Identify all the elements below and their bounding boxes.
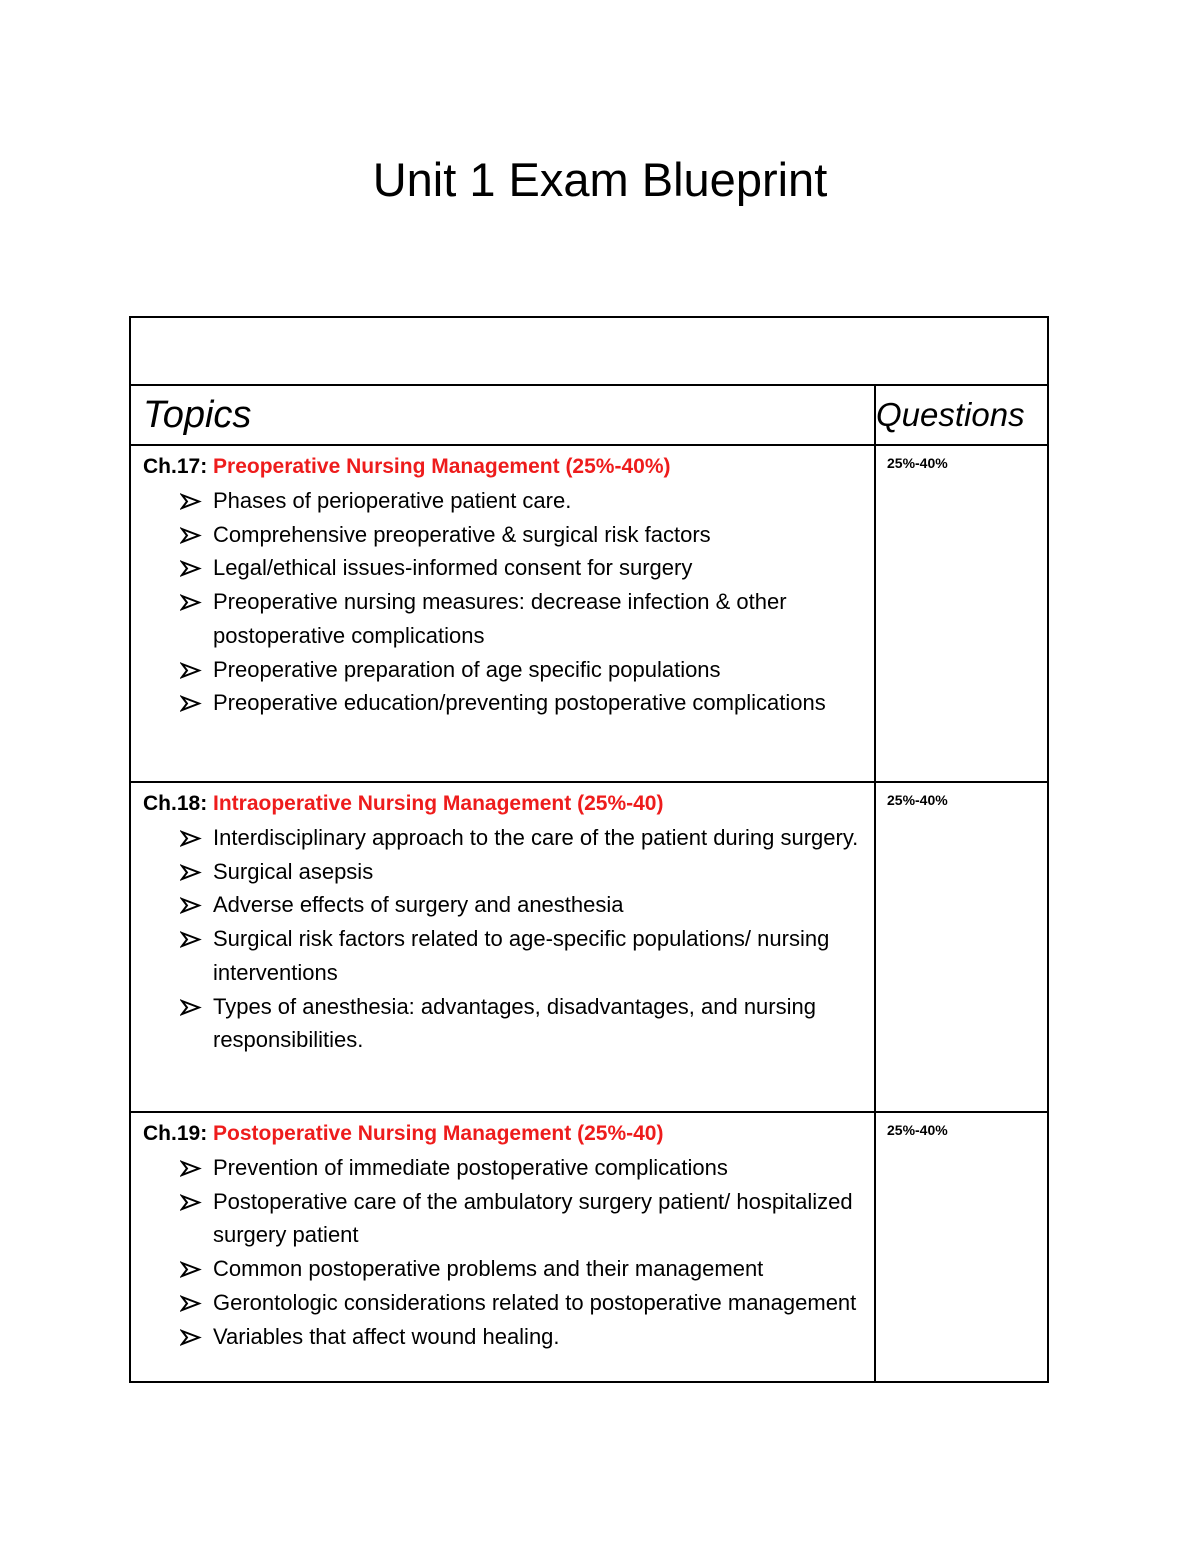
list-item [180,484,864,518]
topic-cell [130,782,875,1112]
arrowhead-bullet-icon [180,585,202,618]
list-item-text: Comprehensive preoperative & surgical risk factors [213,521,711,547]
list-item [180,585,864,652]
list-item-text: Variables that affect wound healing. [213,1323,560,1349]
list-item-text: Interdisciplinary approach to the care of the patient during surgery. [213,825,859,850]
arrowhead-bullet-icon [180,855,202,888]
list-item [180,1252,864,1286]
page-title: Unit 1 Exam Blueprint [372,153,828,206]
arrowhead-bullet-icon [180,518,202,551]
blank-cell [130,317,1048,385]
arrowhead-bullet-icon [180,1252,202,1285]
questions-cell: 25%-40% [875,782,1048,1112]
list-item-text: Preoperative education/preventing postoperative complications [213,690,826,716]
blank-row [130,317,1048,385]
list-item-text: Preoperative nursing measures: decrease infection & other postoperative complications [213,589,787,648]
list-item-text: Gerontologic considerations related to postoperative management [213,1289,857,1315]
list-item [180,1185,864,1252]
arrowhead-bullet-icon [180,1286,202,1319]
arrowhead-bullet-icon [180,653,202,686]
chapter-heading [143,1119,864,1149]
list-item [180,518,864,552]
list-item [180,888,864,922]
arrowhead-bullet-icon [180,551,202,584]
chapter-title: Preoperative Nursing Management (25%-40%) [213,455,671,478]
chapter-number: Ch.17 [143,455,201,478]
list-item-text: Adverse effects of surgery and anesthesia [213,892,624,918]
table-row [130,782,1048,1112]
list-item [180,551,864,585]
list-item-text: Postoperative care of the ambulatory surgery patient/ hospitalized surgery patient [213,1188,853,1248]
list-item [180,855,864,889]
questions-header: Questions [875,385,1048,445]
list-item [180,1286,864,1320]
list-item-text: Phases of perioperative patient care. [213,488,572,513]
arrowhead-bullet-icon [180,1185,202,1218]
list-item [180,990,864,1057]
arrowhead-bullet-icon [180,1151,202,1184]
arrowhead-bullet-icon [180,484,202,517]
table-header-row [130,385,1048,445]
topic-cell [130,445,875,782]
list-item [180,686,864,720]
topic-list [143,484,864,720]
arrowhead-bullet-icon [180,922,202,955]
chapter-number: Ch.19 [143,1122,201,1145]
arrowhead-bullet-icon [180,888,202,921]
chapter-separator: : [200,1122,214,1145]
list-item-text: Surgical risk factors related to age-specific populations/ nursing interventions [213,926,830,985]
arrowhead-bullet-icon [180,821,202,854]
arrowhead-bullet-icon [180,1320,202,1353]
topic-list [143,821,864,1057]
arrowhead-bullet-icon [180,990,202,1023]
table-row [130,445,1048,782]
chapter-separator: : [200,792,214,815]
chapter-heading [143,789,864,819]
list-item [180,821,864,855]
list-item-text: Prevention of immediate postoperative complications [213,1155,728,1180]
chapter-heading [143,452,864,482]
table-row [130,1112,1048,1382]
chapter-number: Ch.18 [143,792,201,815]
list-item-text: Types of anesthesia: advantages, disadvantages, and nursing responsibilities. [213,993,816,1053]
list-item-text: Preoperative preparation of age specific populations [213,656,721,682]
arrowhead-bullet-icon [180,686,202,719]
list-item [180,1151,864,1185]
list-item-text: Legal/ethical issues-informed consent for surgery [213,555,693,581]
list-item [180,922,864,989]
chapter-separator: : [200,455,214,478]
list-item-text: Surgical asepsis [213,858,374,884]
chapter-title: Intraoperative Nursing Management (25%-40) [213,792,664,815]
topic-list [143,1151,864,1353]
chapter-title: Postoperative Nursing Management (25%-40) [213,1122,664,1145]
questions-cell: 25%-40% [875,445,1048,782]
list-item-text: Common postoperative problems and their management [213,1256,764,1282]
topics-header: Topics [130,385,875,445]
topic-cell [130,1112,875,1382]
list-item [180,653,864,687]
list-item [180,1320,864,1354]
questions-cell: 25%-40% [875,1112,1048,1382]
exam-blueprint-table [129,316,1049,1383]
